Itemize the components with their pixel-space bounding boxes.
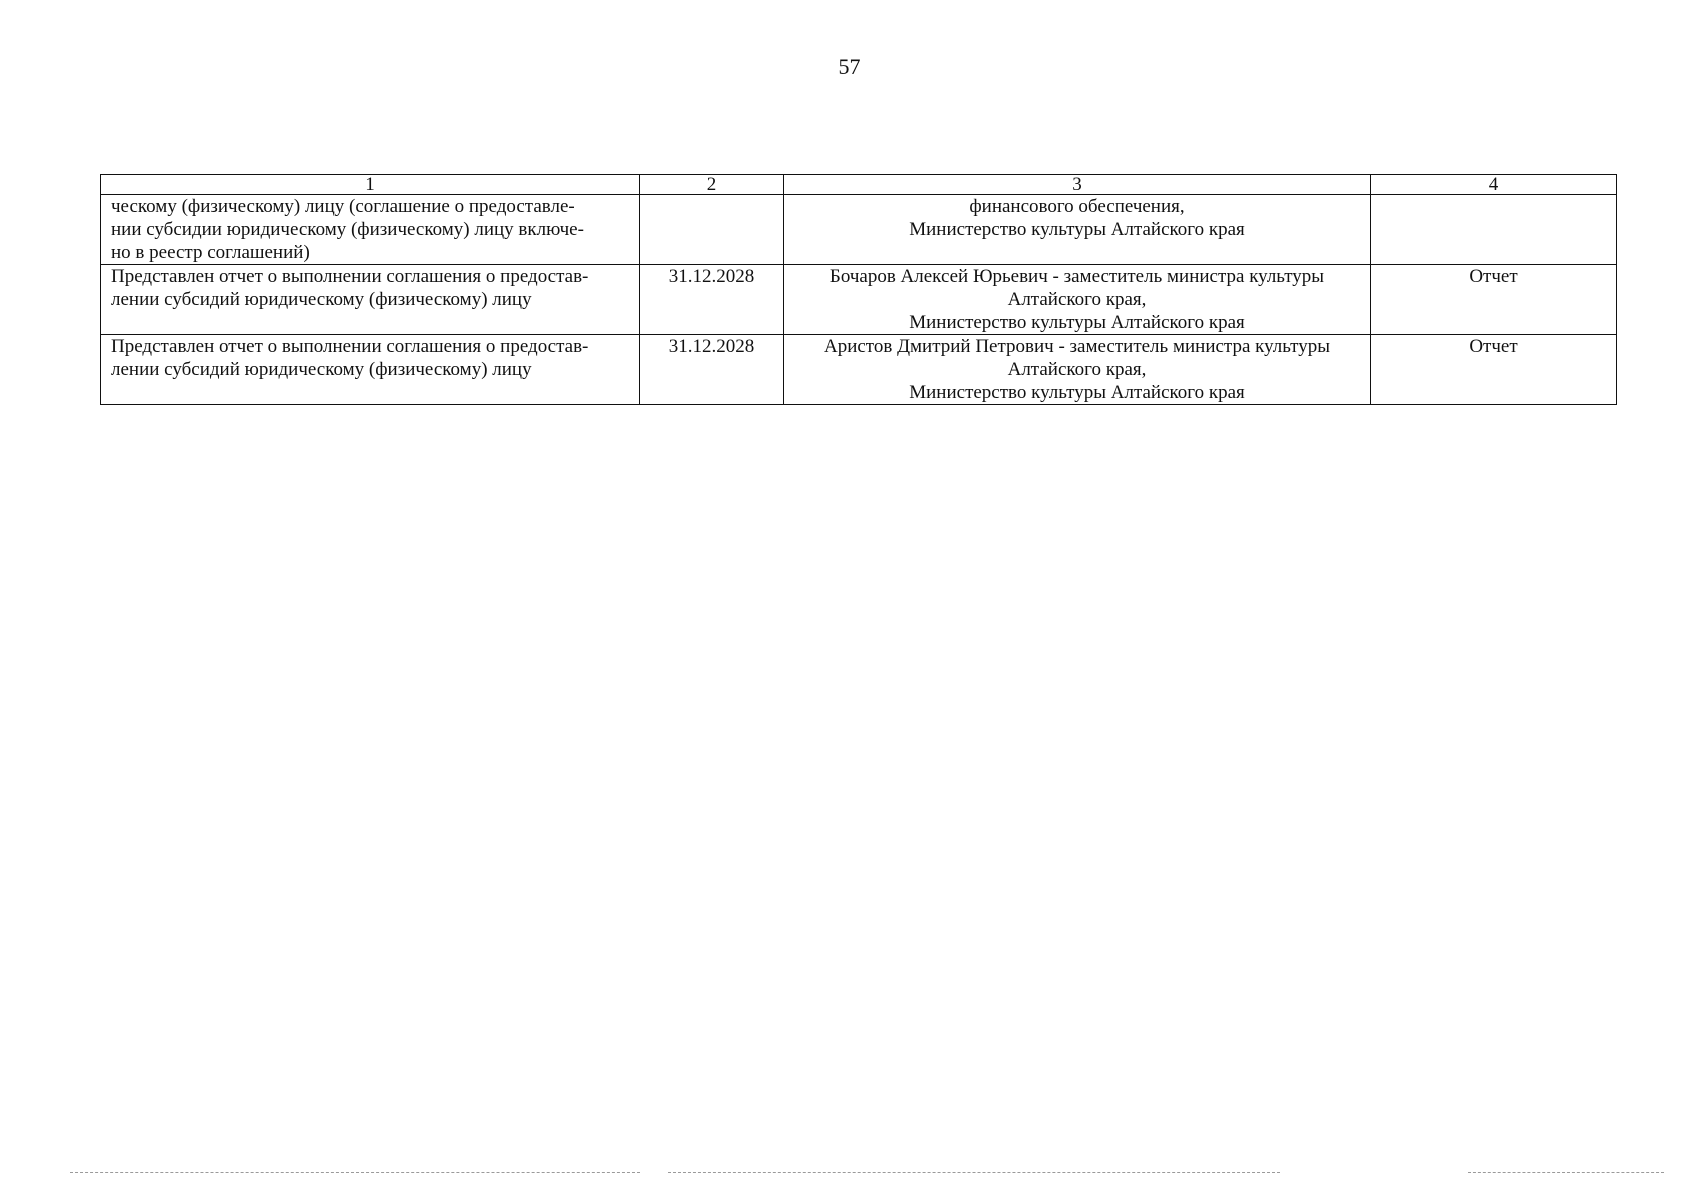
cell-document-type: Отчет <box>1371 265 1617 335</box>
cell-text-line: Аристов Дмитрий Петрович - заместитель министра культуры <box>823 336 1331 357</box>
cell-text-line: но в реестр соглашений) <box>111 242 310 263</box>
cell-document-type: Отчет <box>1371 335 1617 405</box>
cell-text-line: Министерство культуры Алтайского края <box>909 312 1245 333</box>
cell-text-line: Представлен отчет о выполнении соглашения о предостав- <box>111 336 589 357</box>
cell-description <box>101 335 640 405</box>
cell-text-line: Бочаров Алексей Юрьевич - заместитель министра культуры <box>829 266 1325 287</box>
plan-table <box>100 174 1617 405</box>
cell-text-line: Министерство культуры Алтайского края <box>909 219 1245 240</box>
cell-text-line: Алтайского края, <box>1007 289 1147 310</box>
column-number-4: 4 <box>1371 175 1617 195</box>
cell-date <box>640 195 784 265</box>
table-header-row <box>101 175 1617 195</box>
cell-text-line: Алтайского края, <box>1007 359 1147 380</box>
cell-text-line: финансового обеспечения, <box>969 196 1185 217</box>
cell-description <box>101 265 640 335</box>
column-number-2: 2 <box>640 175 784 195</box>
cell-document-type <box>1371 195 1617 265</box>
cell-responsible <box>784 265 1371 335</box>
cell-text-line: Министерство культуры Алтайского края <box>909 382 1245 403</box>
scan-footer-line <box>70 1172 640 1174</box>
table-row <box>101 195 1617 265</box>
cell-text-line: Представлен отчет о выполнении соглашения о предостав- <box>111 266 589 287</box>
cell-description <box>101 195 640 265</box>
cell-text-line: лении субсидий юридическому (физическому) лицу <box>111 289 532 310</box>
column-number-3: 3 <box>784 175 1371 195</box>
page-number: 57 <box>838 54 861 79</box>
cell-date: 31.12.2028 <box>640 335 784 405</box>
cell-text-line: нии субсидии юридическому (физическому) лицу включе- <box>111 219 584 240</box>
column-number-1: 1 <box>101 175 640 195</box>
scan-footer-line <box>668 1172 1280 1174</box>
table-row <box>101 265 1617 335</box>
table-row <box>101 335 1617 405</box>
cell-date: 31.12.2028 <box>640 265 784 335</box>
cell-text-line: лении субсидий юридическому (физическому) лицу <box>111 359 532 380</box>
cell-responsible <box>784 195 1371 265</box>
scan-footer-line <box>1468 1172 1664 1174</box>
cell-text-line: ческому (физическому) лицу (соглашение о предоставле- <box>111 196 575 217</box>
cell-responsible <box>784 335 1371 405</box>
